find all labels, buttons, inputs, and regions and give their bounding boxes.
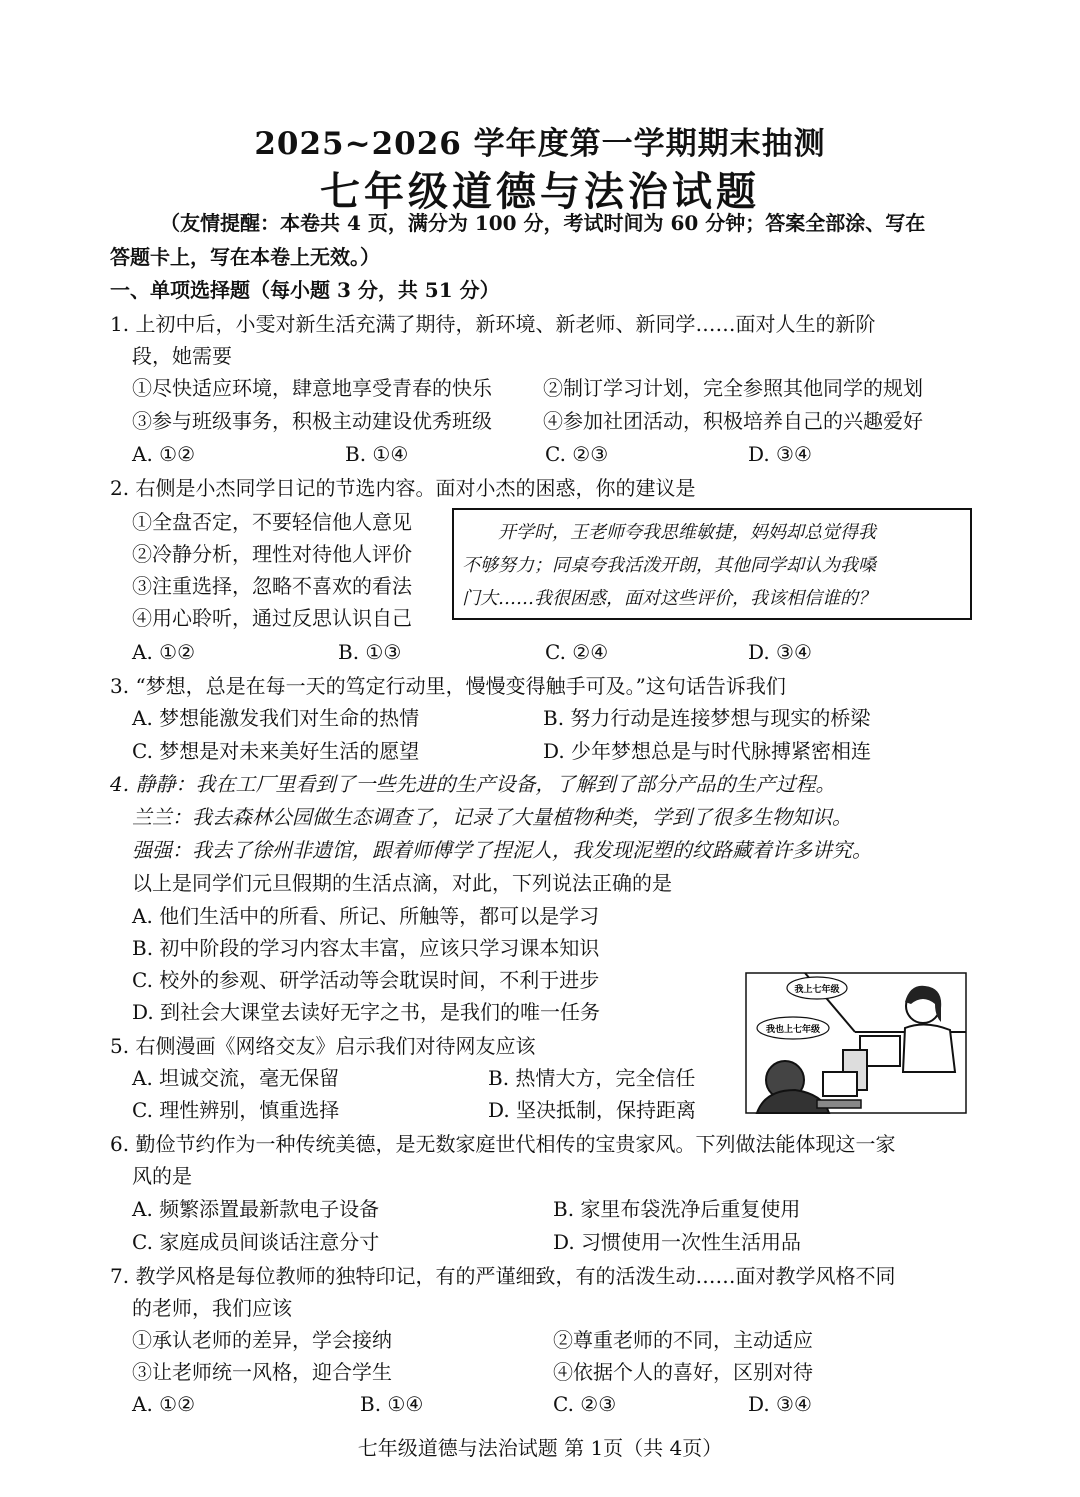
q4-quote-jingjing: 4. 静静：我在工厂里看到了一些先进的生产设备，了解到了部分产品的生产过程。 xyxy=(110,772,836,796)
q1-statement-2: ②制订学习计划，完全参照其他同学的规划 xyxy=(543,376,923,400)
q2-statement-1: ①全盘否定，不要轻信他人意见 xyxy=(132,510,412,534)
q2-option-a: A. ①② xyxy=(132,640,196,664)
q1-option-d: D. ③④ xyxy=(748,442,812,466)
speech-bubble-top-text: 我上七年级 xyxy=(794,984,840,994)
q4-option-b: B. 初中阶段的学习内容太丰富，应该只学习课本知识 xyxy=(132,936,600,960)
q2-stem: 2. 右侧是小杰同学日记的节选内容。面对小杰的困惑，你的建议是 xyxy=(110,476,696,500)
q1-stem-cont: 段，她需要 xyxy=(132,344,232,368)
q2-diary-line2: 不够努力；同桌夸我活泼开朗，其他同学却认为我嗓 xyxy=(462,555,876,576)
q1-stem: 1. 上初中后，小雯对新生活充满了期待，新环境、新老师、新同学……面对人生的新阶 xyxy=(110,312,876,336)
q5-option-c: C. 理性辨别，慎重选择 xyxy=(132,1098,340,1122)
q3-option-c: C. 梦想是对未来美好生活的愿望 xyxy=(132,739,420,763)
page-footer: 七年级道德与法治试题 第 1页（共 4页） xyxy=(357,1436,723,1460)
q4-option-a: A. 他们生活中的所看、所记、所触等，都可以是学习 xyxy=(132,904,600,928)
exam-notice-line1: （友情提醒：本卷共 4 页，满分为 100 分，考试时间为 60 分钟；答案全部涂、写在 xyxy=(160,211,926,235)
q6-stem: 6. 勤俭节约作为一种传统美德，是无数家庭世代相传的宝贵家风。下列做法能体现这一家 xyxy=(110,1132,896,1156)
q5-option-b: B. 热情大方，完全信任 xyxy=(488,1066,696,1090)
q7-statement-2: ②尊重老师的不同，主动适应 xyxy=(553,1328,813,1352)
section-heading: 一、单项选择题（每小题 3 分，共 51 分） xyxy=(110,278,500,302)
q1-option-b: B. ①④ xyxy=(345,442,409,466)
keyboard xyxy=(817,1100,861,1108)
q1-statement-4: ④参加社团活动，积极培养自己的兴趣爱好 xyxy=(543,409,923,433)
q4-stem: 以上是同学们元旦假期的生活点滴，对此，下列说法正确的是 xyxy=(132,871,672,895)
q3-option-b: B. 努力行动是连接梦想与现实的桥梁 xyxy=(543,706,871,730)
q2-option-d: D. ③④ xyxy=(748,640,812,664)
q3-option-a: A. 梦想能激发我们对生命的热情 xyxy=(132,706,420,730)
q1-option-c: C. ②③ xyxy=(545,442,609,466)
q4-quote-lanlan: 兰兰：我去森林公园做生态调查了，记录了大量植物种类，学到了很多生物知识。 xyxy=(132,805,852,829)
q1-option-a: A. ①② xyxy=(132,442,196,466)
q6-option-a: A. 频繁添置最新款电子设备 xyxy=(132,1197,380,1221)
q2-diary-line3: 门大……我很困惑，面对这些评价，我该相信谁的？ xyxy=(462,588,876,609)
q2-diary-line1: 开学时，王老师夸我思维敏捷，妈妈却总觉得我 xyxy=(498,522,876,543)
q1-statement-3: ③参与班级事务，积极主动建设优秀班级 xyxy=(132,409,492,433)
q6-stem-cont: 风的是 xyxy=(132,1164,192,1188)
q5-online-friendship-cartoon xyxy=(745,972,967,1114)
girl-body xyxy=(903,1024,955,1072)
q4-option-d: D. 到社会大课堂去读好无字之书，是我们的唯一任务 xyxy=(132,1000,601,1024)
q7-statement-4: ④依据个人的喜好，区别对待 xyxy=(553,1360,813,1384)
q6-option-b: B. 家里布袋洗净后重复使用 xyxy=(553,1197,801,1221)
q7-option-c: C. ②③ xyxy=(553,1392,617,1416)
q2-statement-2: ②冷静分析，理性对待他人评价 xyxy=(132,542,412,566)
q7-option-a: A. ①② xyxy=(132,1392,196,1416)
q2-option-c: C. ②④ xyxy=(545,640,609,664)
exam-notice-line2: 答题卡上，写在本卷上无效。） xyxy=(110,245,380,269)
q7-statement-3: ③让老师统一风格，迎合学生 xyxy=(132,1360,392,1384)
q2-option-b: B. ①③ xyxy=(338,640,402,664)
q2-diary-box xyxy=(452,508,972,620)
q2-statement-4: ④用心聆听，通过反思认识自己 xyxy=(132,606,412,630)
man-computer-monitor xyxy=(823,1072,857,1096)
q3-option-d: D. 少年梦想总是与时代脉搏紧密相连 xyxy=(543,739,872,763)
q5-stem: 5. 右侧漫画《网络交友》启示我们对待网友应该 xyxy=(110,1034,536,1058)
q4-quote-qiangqiang: 强强：我去了徐州非遗馆，跟着师傅学了捏泥人，我发现泥塑的纹路藏着许多讲究。 xyxy=(132,838,872,862)
q7-stem-cont: 的老师，我们应该 xyxy=(132,1296,292,1320)
q7-statement-1: ①承认老师的差异，学会接纳 xyxy=(132,1328,392,1352)
exam-title-subject: 七年级道德与法治试题 xyxy=(320,168,760,215)
q2-statement-3: ③注重选择，忽略不喜欢的看法 xyxy=(132,574,412,598)
q6-option-c: C. 家庭成员间谈话注意分寸 xyxy=(132,1230,380,1254)
q3-stem: 3. “梦想，总是在每一天的笃定行动里，慢慢变得触手可及。”这句话告诉我们 xyxy=(110,674,786,698)
q6-option-d: D. 习惯使用一次性生活用品 xyxy=(553,1230,802,1254)
speech-bubble-left-text: 我也上七年级 xyxy=(765,1024,821,1034)
q5-option-d: D. 坚决抵制，保持距离 xyxy=(488,1098,697,1122)
q7-stem: 7. 教学风格是每位教师的独特印记，有的严谨细致，有的活泼生动……面对教学风格不同 xyxy=(110,1264,896,1288)
q7-option-d: D. ③④ xyxy=(748,1392,812,1416)
q7-option-b: B. ①④ xyxy=(360,1392,424,1416)
q5-option-a: A. 坦诚交流，毫无保留 xyxy=(132,1066,340,1090)
exam-title-term: 2025~2026 学年度第一学期期末抽测 xyxy=(254,126,826,162)
q1-statement-1: ①尽快适应环境，肆意地享受青春的快乐 xyxy=(132,376,492,400)
q4-option-c: C. 校外的参观、研学活动等会耽误时间，不利于进步 xyxy=(132,968,600,992)
